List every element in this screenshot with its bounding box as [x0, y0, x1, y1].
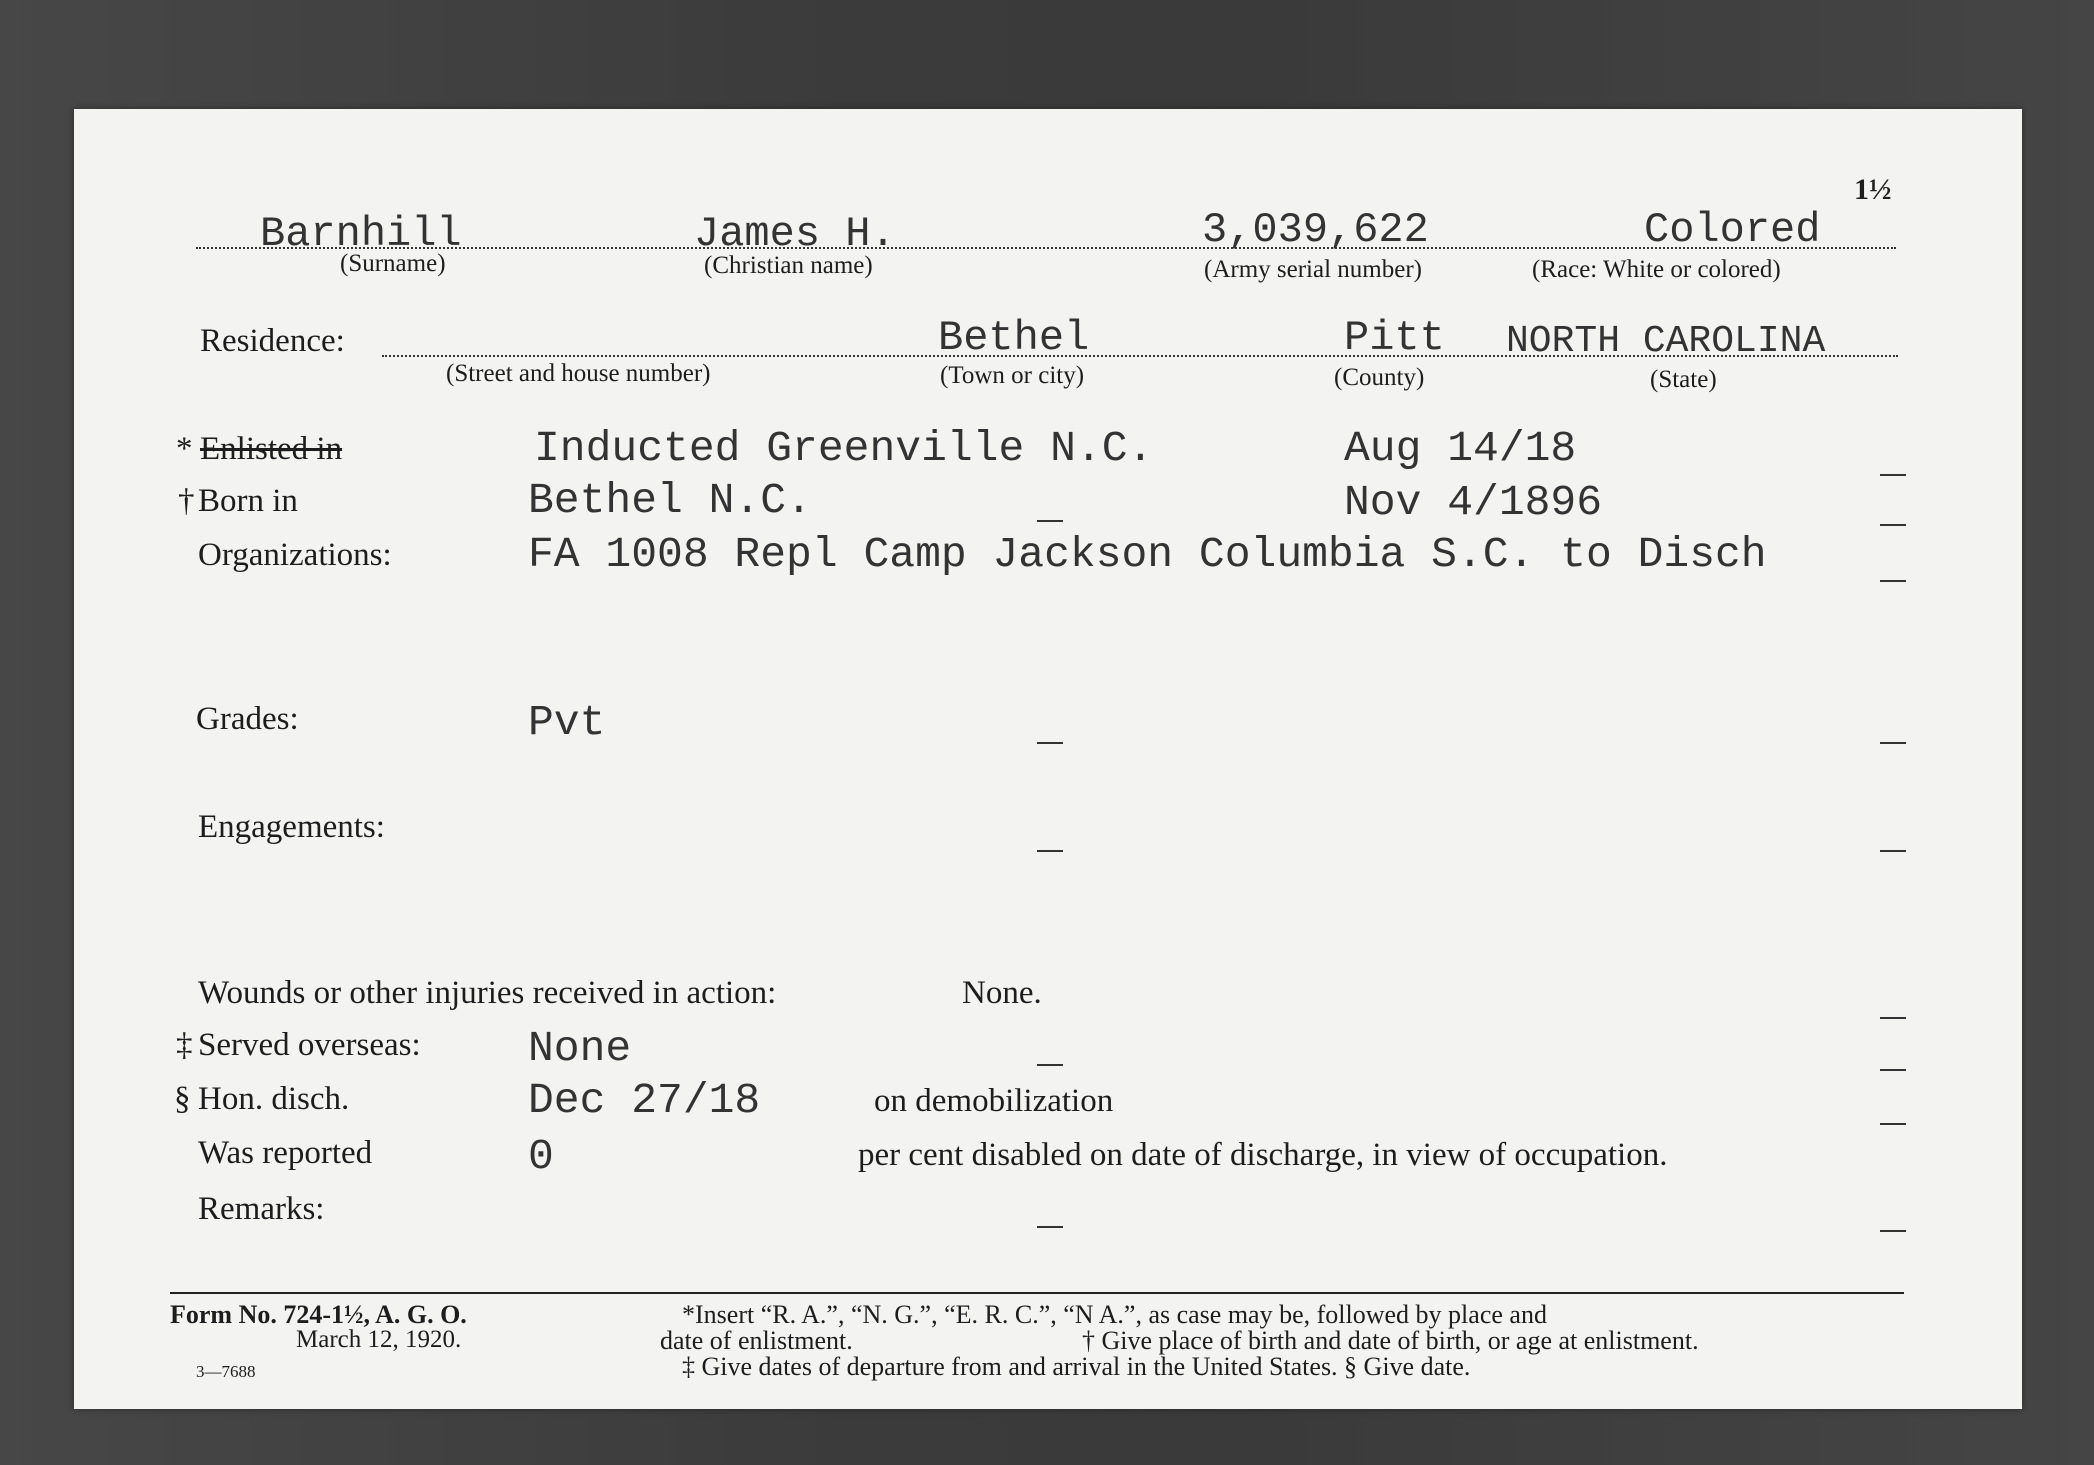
christian-caption: (Christian name) — [704, 252, 873, 279]
serial-caption: (Army serial number) — [1204, 256, 1422, 283]
enlisted-mark: * — [176, 431, 193, 467]
town-value: Bethel — [938, 314, 1090, 362]
dash-enlisted — [1880, 474, 1906, 476]
residence-label: Residence: — [200, 323, 345, 359]
dash-overseas-mid — [1037, 1064, 1063, 1066]
organizations-label: Organizations: — [198, 537, 392, 573]
hon-mark: § — [174, 1081, 191, 1117]
reported-value: 0 — [528, 1132, 554, 1181]
town-caption: (Town or city) — [940, 362, 1085, 389]
dash-reported — [1880, 1123, 1906, 1125]
surname-value: Barnhill — [260, 210, 462, 258]
street-caption: (Street and house number) — [446, 360, 711, 387]
born-value: Bethel N.C. — [528, 476, 812, 525]
reported-label: Was reported — [198, 1135, 373, 1171]
dash-engagements-mid — [1037, 850, 1063, 852]
footnote-1: *Insert “R. A.”, “N. G.”, “E. R. C.”, “N A.”, as case may be, followed by place and — [682, 1300, 1547, 1329]
card-number: 1½ — [1854, 173, 1892, 206]
serial-number-value: 3,039,622 — [1202, 206, 1429, 254]
dash-born-mid — [1037, 520, 1063, 522]
dash-grades — [1880, 742, 1906, 744]
born-label: Born in — [198, 483, 298, 519]
dash-overseas — [1880, 1017, 1906, 1019]
dash-engagements — [1880, 850, 1906, 852]
footnote-2b: † Give place of birth and date of birth, or age at enlistment. — [1082, 1326, 1699, 1355]
enlisted-date: Aug 14/18 — [1344, 424, 1577, 473]
county-value: Pitt — [1344, 314, 1445, 362]
grades-value: Pvt — [528, 698, 606, 747]
hon-value: Dec 27/18 — [528, 1076, 761, 1125]
born-mark: † — [178, 483, 195, 519]
grades-label: Grades: — [196, 701, 299, 737]
organizations-value: FA 1008 Repl Camp Jackson Columbia S.C. to Disch — [528, 530, 1767, 579]
dash-remarks — [1880, 1230, 1906, 1232]
reported-note: per cent disabled on date of discharge, in view of occupation. — [858, 1137, 1668, 1173]
overseas-value: None — [528, 1024, 632, 1073]
enlisted-value: Inducted Greenville N.C. — [534, 424, 1154, 473]
form-date: March 12, 1920. — [296, 1326, 462, 1353]
dash-remarks-mid — [1037, 1226, 1063, 1228]
remarks-label: Remarks: — [198, 1191, 325, 1227]
christian-name-value: James H. — [694, 210, 896, 258]
dash-hon — [1880, 1069, 1906, 1071]
print-number: 3—7688 — [196, 1362, 256, 1381]
surname-caption: (Surname) — [340, 250, 446, 277]
enlisted-label: Enlisted in — [200, 431, 343, 467]
dash-grades-mid — [1037, 742, 1063, 744]
dash-born — [1880, 524, 1906, 526]
race-value: Colored — [1644, 206, 1821, 254]
footer-rule — [170, 1292, 1904, 1294]
dash-organizations — [1880, 580, 1906, 582]
overseas-label: Served overseas: — [198, 1027, 421, 1063]
wounds-label: Wounds or other injuries received in action: — [198, 975, 777, 1011]
overseas-mark: ‡ — [176, 1027, 193, 1063]
footnote-2a: date of enlistment. — [660, 1326, 853, 1355]
footnote-3: ‡ Give dates of departure from and arrival in the United States. § Give date. — [682, 1352, 1471, 1381]
race-caption: (Race: White or colored) — [1532, 256, 1781, 283]
hon-label: Hon. disch. — [198, 1081, 350, 1117]
wounds-value: None. — [962, 975, 1042, 1011]
engagements-label: Engagements: — [198, 809, 385, 845]
county-caption: (County) — [1334, 364, 1425, 391]
state-value: NORTH CAROLINA — [1506, 320, 1826, 363]
state-caption: (State) — [1650, 366, 1717, 393]
form-number: Form No. 724-1½, A. G. O. — [170, 1300, 467, 1329]
born-date: Nov 4/1896 — [1344, 478, 1603, 527]
service-record-card — [74, 109, 2022, 1409]
hon-note: on demobilization — [874, 1083, 1114, 1119]
